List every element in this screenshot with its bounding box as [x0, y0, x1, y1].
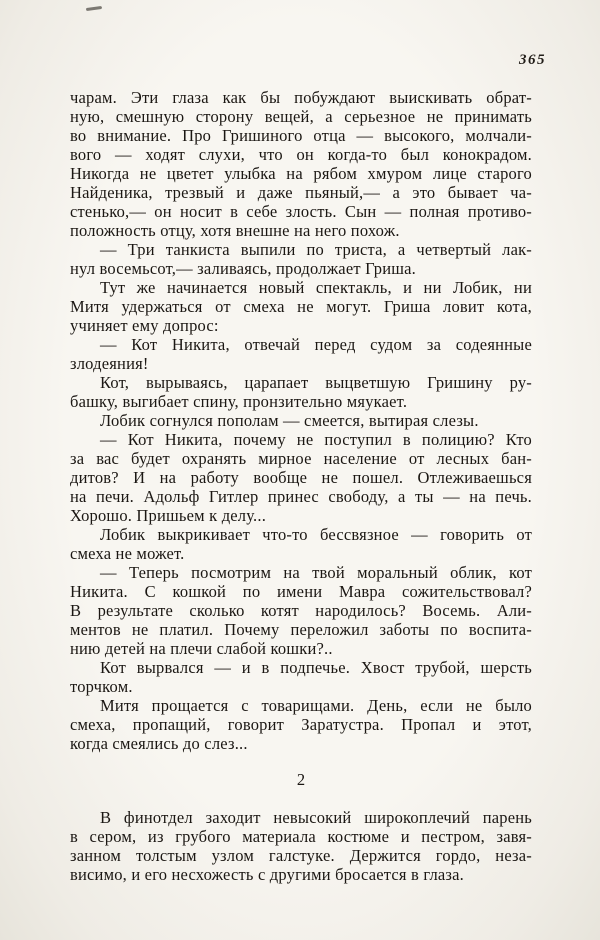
text-line: во внимание. Про Гришиного отца — высокого, молчали- — [70, 126, 532, 145]
text-line: занном толстым узлом галстуке. Держится гордо, неза- — [70, 846, 532, 865]
text-line: — Три танкиста выпили по триста, а четвертый лак- — [100, 240, 532, 259]
text-line: дитов? И на работу вообще не пошел. Отлеживаешься — [70, 468, 532, 487]
text-line: башку, выгибает спину, пронзительно мяукает. — [70, 392, 408, 411]
paragraph — [70, 411, 532, 430]
text-line: стенько,— он носит в себе злость. Сын — полная противо- — [70, 202, 532, 221]
text-line: висимо, и его несхожесть с другими бросается в глаза. — [70, 865, 464, 884]
paragraph — [70, 240, 532, 278]
text-line: злодеяния! — [70, 354, 149, 373]
text-line: Тут же начинается новый спектакль, и ни Лобик, ни — [100, 278, 532, 297]
text-line: Никита. С кошкой по имени Мавра сожительствовал? — [70, 582, 532, 601]
text-line: В результате сколько котят народилось? Восемь. Али- — [70, 601, 532, 620]
paragraph — [70, 696, 532, 753]
text-line: положность отцу, хотя внешне на него похож. — [70, 221, 400, 240]
text-line: — Кот Никита, отвечай перед судом за содеянные — [100, 335, 532, 354]
paragraph — [70, 525, 532, 563]
text-line: Хорошо. Пришьем к делу... — [70, 506, 267, 525]
text-line: Найденика, трезвый и даже пьяный,— а это бывает ча- — [70, 183, 532, 202]
text-line: учиняет ему допрос: — [70, 316, 219, 335]
text-line: Митя удержаться от смеха не могут. Гриша ловит кота, — [70, 297, 532, 316]
paragraph — [70, 563, 532, 658]
scan-artifact — [86, 6, 102, 11]
text-line: вого — ходят слухи, что он когда-то был конокрадом. — [70, 145, 532, 164]
text-block — [70, 88, 532, 884]
paragraph — [70, 278, 532, 335]
text-line: смеха не может. — [70, 544, 185, 563]
text-line: чарам. Эти глаза как бы побуждают выискивать обрат- — [70, 88, 532, 107]
text-line: Кот, вырываясь, царапает выцветшую Гришину ру- — [100, 373, 532, 392]
paragraph — [70, 430, 532, 525]
text-line: — Теперь посмотрим на твой моральный облик, кот — [100, 563, 532, 582]
text-line: за вас будет охранять мирное население от лесных бан- — [70, 449, 532, 468]
text-line: смеха, пропащий, говорит Заратустра. Пропал и этот, — [70, 715, 532, 734]
text-line: Никогда не цветет улыбка на рябом хмуром лице старого — [70, 164, 532, 183]
text-line: на печи. Адольф Гитлер принес свободу, а ты — на печь. — [70, 487, 532, 506]
text-line: Лобик согнулся пополам — смеется, вытирая слезы. — [100, 411, 479, 430]
paragraph — [70, 88, 532, 240]
text-line: В финотдел заходит невысокий широкоплечий парень — [100, 808, 532, 827]
text-line: нул восемьсот,— заливаясь, продолжает Гриша. — [70, 259, 417, 278]
text-line: Лобик выкрикивает что-то бессвязное — говорить от — [100, 525, 532, 544]
text-line: Кот вырвался — и в подпечье. Хвост трубой, шерсть — [100, 658, 532, 677]
section-number: 2 — [296, 770, 306, 789]
text-line: когда смеялись до слез... — [70, 734, 248, 753]
paragraph — [70, 808, 532, 884]
paragraph — [70, 658, 532, 696]
text-line: торчком. — [70, 677, 133, 696]
text-line: нию детей на плечи слабой кошки?.. — [70, 639, 333, 658]
text-line: ную, смешную сторону вещей, а серьезное не принимать — [70, 107, 532, 126]
text-line: Митя прощается с товарищами. День, если не было — [100, 696, 532, 715]
text-line: — Кот Никита, почему не поступил в полицию? Кто — [100, 430, 532, 449]
text-line: ментов не платил. Почему переложил заботы по воспита- — [70, 620, 532, 639]
page-number: 365 — [519, 52, 546, 68]
paragraph — [70, 335, 532, 373]
paragraph — [70, 373, 532, 411]
text-line: в сером, из грубого материала костюме и пестром, завя- — [70, 827, 532, 846]
